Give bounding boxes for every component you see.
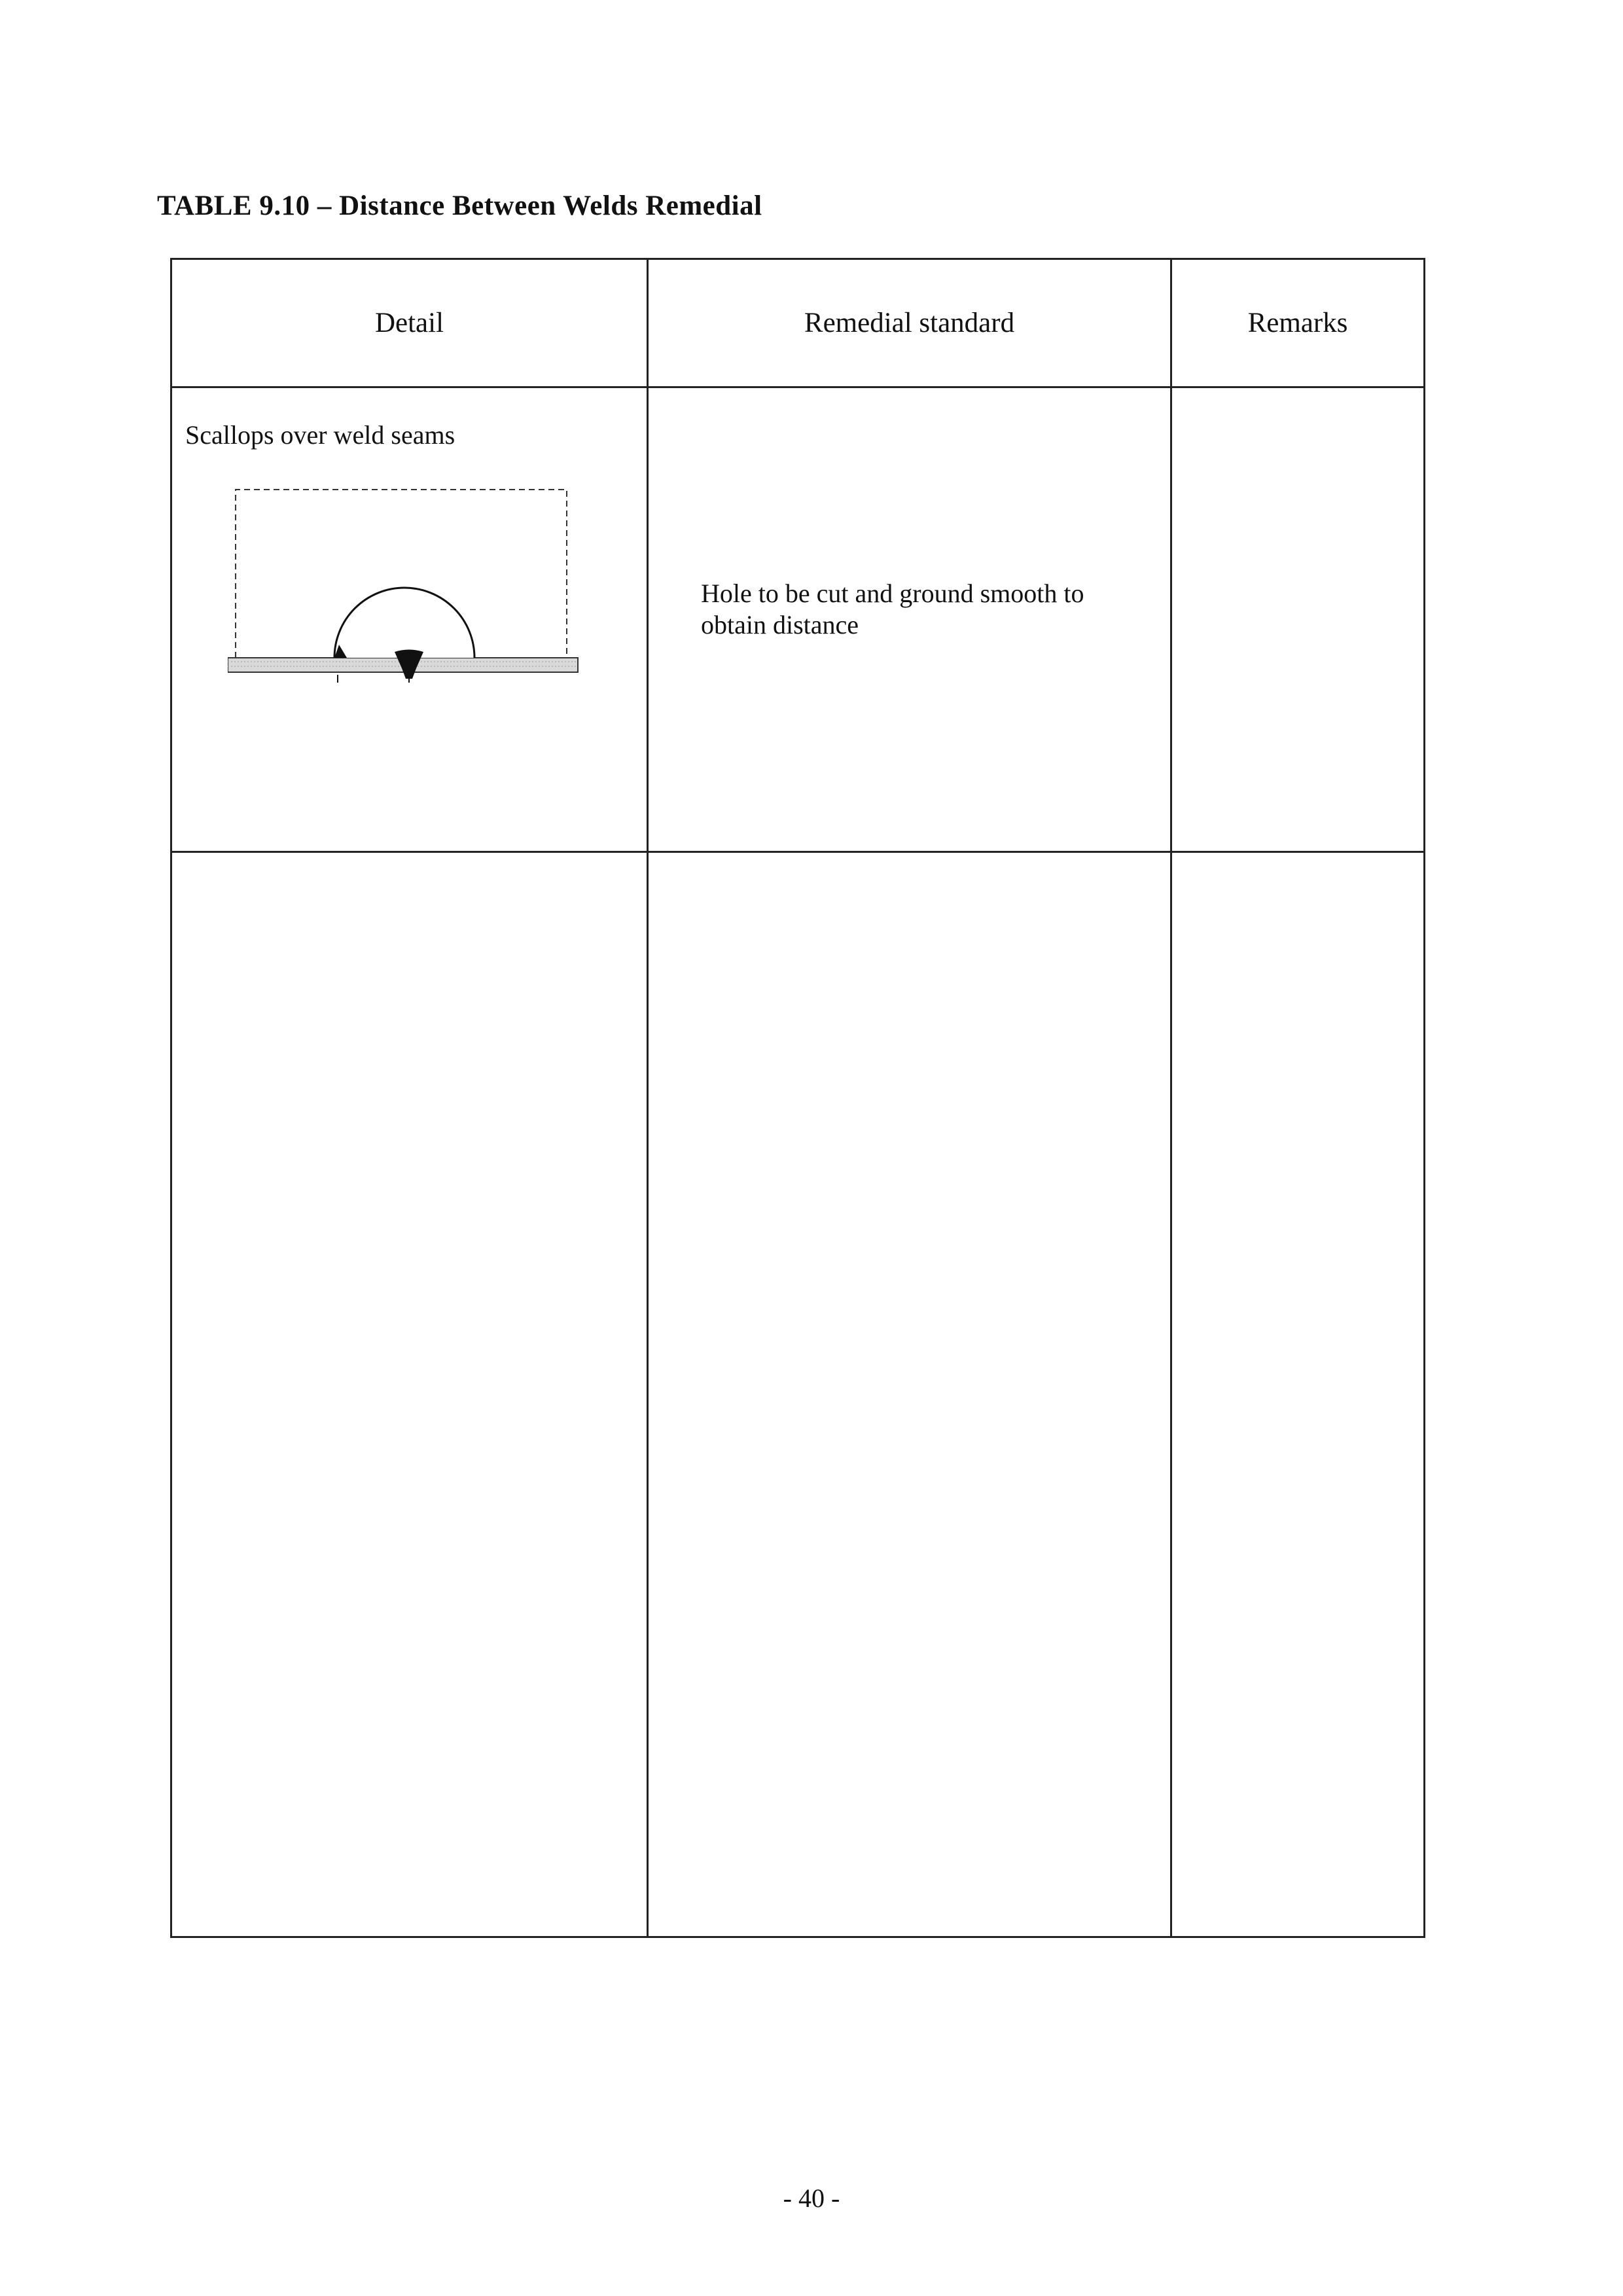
table-row <box>171 387 1425 852</box>
remedial-table <box>170 258 1425 1938</box>
scallop-weld-diagram <box>228 486 584 683</box>
page-number: - 40 - <box>783 2183 840 2213</box>
remedial-text: Hole to be cut and ground smooth to obtain distance <box>701 579 1084 639</box>
page-title: TABLE 9.10 – Distance Between Welds Remedial <box>157 190 762 221</box>
header-remedial-standard: Remedial standard <box>648 259 1171 387</box>
remarks-cell <box>1171 387 1425 852</box>
remarks-cell <box>1171 852 1425 1937</box>
remedial-cell <box>648 852 1171 1937</box>
remedial-cell <box>648 387 1171 852</box>
detail-cell <box>171 387 648 852</box>
detail-text: Scallops over weld seams <box>185 420 455 450</box>
detail-cell <box>171 852 648 1937</box>
table-header-row <box>171 259 1425 387</box>
table-row <box>171 852 1425 1937</box>
header-remarks: Remarks <box>1171 259 1425 387</box>
header-detail: Detail <box>171 259 648 387</box>
scallop-arc <box>334 588 474 658</box>
